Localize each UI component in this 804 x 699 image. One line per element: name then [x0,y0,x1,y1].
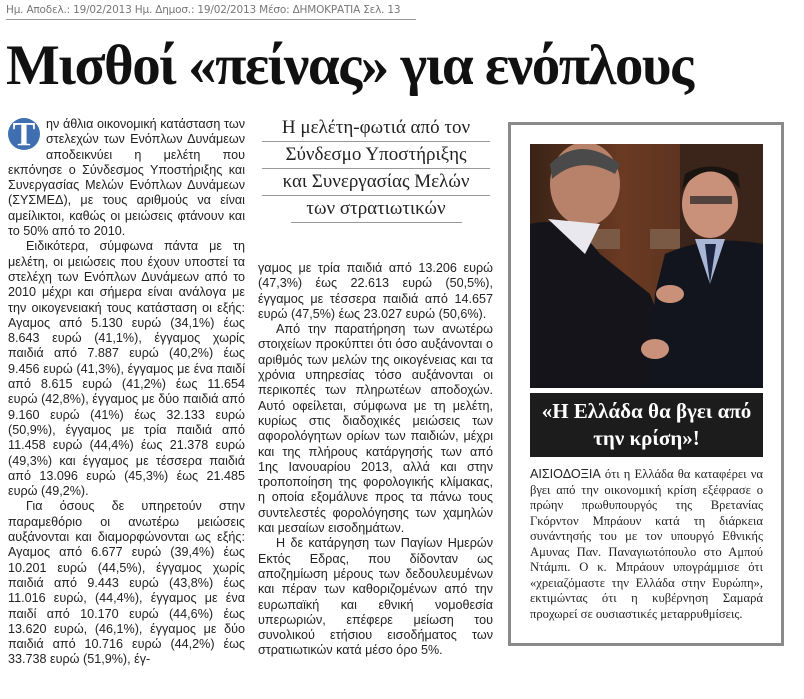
paragraph: Ειδικότερα, σύμφωνα πάντα με τη μελέτη, οι μειώσεις που έχουν υποστεί τα στελέχη των Ενόπλων Δυνάμεων από το 2010 μέχρι και σήμερα είναι ανάλογα με την οικογενειακή τους κατάσταση οι εξής: Αγαμος από 5.130 ευρώ (34,1%) έως 8.643 ευρώ (41,1%), έγγαμος χωρίς παιδιά από 7.887 ευρώ (40,2%) έως 9.456 ευρώ (41,3%), έγγαμος με ένα παιδί από 8.615 ευρώ (41,2%) έως 11.654 ευρώ (42,8%), έγγαμος με δύο παιδιά από 9.160 ευρώ (41%) έως 32.133 ευρώ (50,9%), έγγαμος με τρία παιδιά από 11.458 ευρώ (44,4%) έως 21.378 ευρώ (49,3%) και έγγαμος με τέσσερα παιδιά από 13.096 ευρώ (45,3%) έως 21.485 ευρώ (49,2%). [8,239,245,499]
news-photo [530,144,763,388]
pullquote-line: των στρατιωτικών [291,196,462,223]
sidebar-text [530,467,763,622]
pullquote [262,115,490,223]
sidebar-body: ότι η Ελλάδα θα καταφέρει να βγει από την οικονομική κρίση εξέφρασε ο πρώην πρωθυπουργός της Βρετανίας Γκόρντον Μπράουν κατά τη διάρκεια συνάντησής του με τον υπουργό Εθνικής Αμυνας Παν. Παναγιωτόπουλο στο Αμπού Ντάμπι. Ο κ. Μπράουν υπογράμμισε ότι «χρειαζόμαστε την Ελλάδα στην Ευρώπη», εκτιμώντας ότι η κυβέρνηση Σαμαρά προχωρεί σε ουσιαστικές μεταρρυθμίσεις. [530,467,763,621]
pullquote-line: Η μελέτη-φωτιά από τον [262,115,490,142]
article-column-middle [258,261,493,659]
article-title: Μισθοί «πείνας» για ενόπλους [6,34,693,97]
paragraph: Η δε κατάργηση των Παγίων Ημερών Εκτός Εδρας, που δίδονταν ως αποζημίωση μέρους των δεδουλευμένων και πέραν των καθοριζομένων από την ευρωπαϊκή και εθνική νομοθεσία υπερωριών, επέφερε μείωση του συνολικού ετήσιου εισοδήματος των στρατιωτικών κατά μέσο όρο 5%. [258,536,493,658]
paragraph: γαμος με τρία παιδιά από 13.206 ευρώ (47,3%) έως 22.613 ευρώ (50,5%), έγγαμος με τέσσερα παιδιά από 14.657 ευρώ (47,5%) έως 23.027 ευρώ (50,6%). [258,261,493,321]
paragraph: Για όσους δε υπηρετούν στην παραμεθόριο οι ανωτέρω μειώσεις αυξάνονται και διαμορφώνονται ως εξής: Αγαμος από 6.677 ευρώ (39,4%) έως 10.201 ευρώ (44,5%), έγγαμος χωρίς παιδιά από 9.443 ευρώ (43,8%) έως 11.016 ευρώ, (44,4%), έγγαμος με ένα παιδί από 10.170 ευρώ (44,6%) έως 13.620 ευρώ, (46,1%), έγγαμος με δύο παιδιά από 10.716 ευρώ (44,2%) έως 33.738 ευρώ (51,9%), έγ- [8,499,245,667]
clipping-metadata: Ημ. Αποδελ.: 19/02/2013 Ημ. Δημοσ.: 19/02/2013 Μέσο: ΔΗΜΟΚΡΑΤΙΑ Σελ. 13 [6,4,401,16]
pullquote-line: Σύνδεσμο Υποστήριξης [262,142,490,169]
metadata-divider [6,19,416,20]
photo-caption: «Η Ελλάδα θα βγει από την κρίση»! [530,393,763,457]
sidebar-box [508,122,784,646]
article-column-left [8,117,245,668]
pullquote-line: και Συνεργασίας Μελών [262,169,490,196]
lead-word: ΑΙΣΙΟΔΟΞΙΑ [530,467,601,481]
paragraph: ην άθλια οικονομική κατάσταση των στελεχών των Ενόπλων Δυνάμεων αποδεικνύει η μελέτη που εκπόνησε ο Σύνδεσμος Υποστήριξης και Συνεργασίας Μελών Ενόπλων Δυνάμεων (ΣΥΣΜΕΔ), με τους αριθμούς να είναι αμείλικτοι, καθώς οι μειώσεις φτάνουν και το 50% από το 2010. [8,117,245,239]
paragraph: Από την παρατήρηση των ανωτέρω στοιχείων προκύπτει ότι όσο αυξάνονται ο αριθμός των μελών της οικογένειας και τα χρόνια υπηρεσίας τόσο αυξάνονται οι περικοπές των πληρωτέων αποδοχών. Αυτό οφείλεται, σύμφωνα με τη μελέτη, κυρίως στις διαδοχικές μειώσεις των αφορολόγητων ορίων των παιδιών, μέχρι και της πλήρους κατάργησής των από 1ης Ιανουαρίου 2013, αλλά και στην τροποποίηση της φορολογικής κλίμακας, η οποία εξομάλυνε προς τα πάνω τους συντελεστές φορολόγησης των χαμηλών και μεσαίων εισοδημάτων. [258,322,493,536]
photo-illustration [530,144,763,388]
drop-cap: Τ [8,118,40,150]
